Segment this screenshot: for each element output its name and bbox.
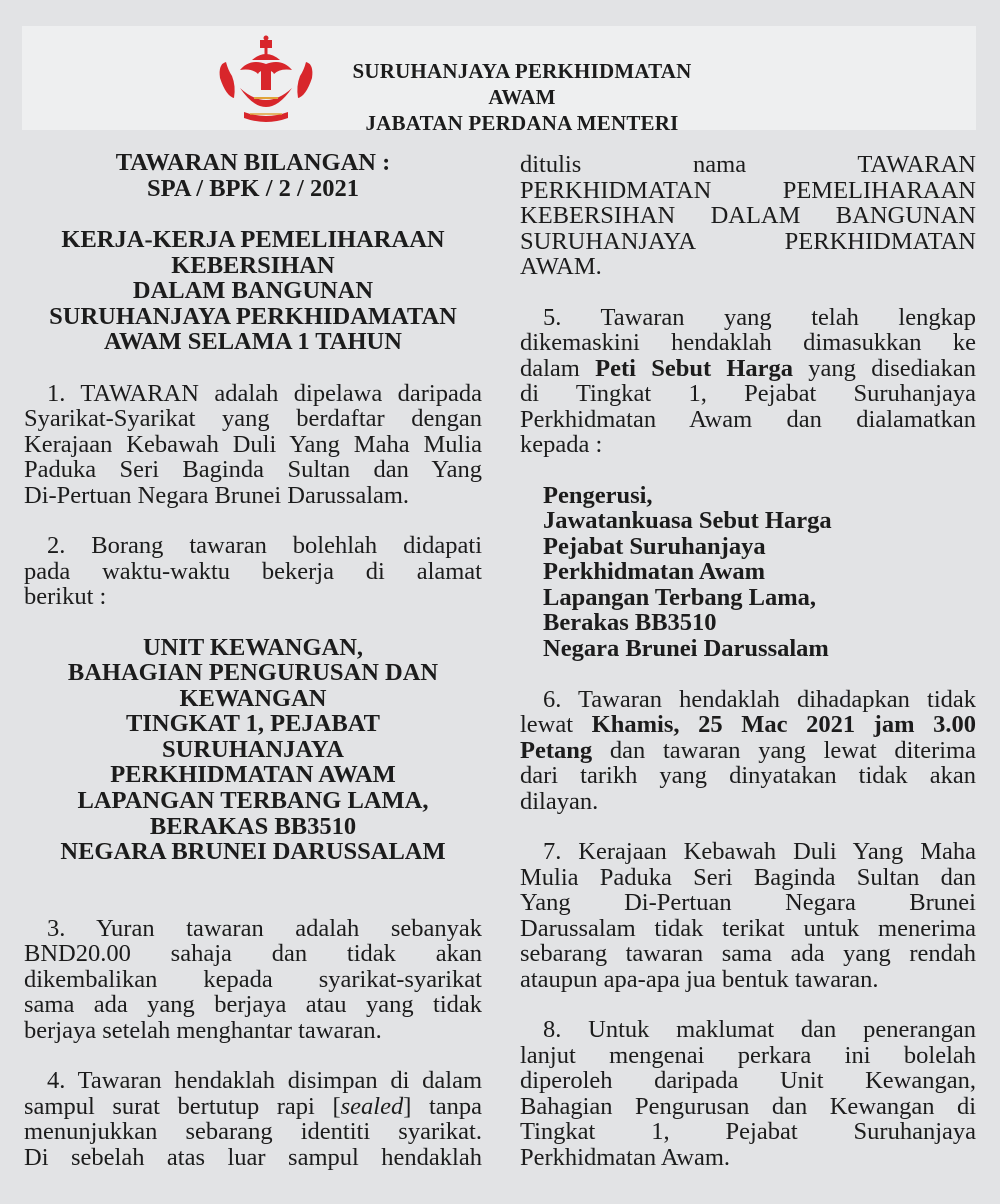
paragraph-line: dalam Peti Sebut Harga yang disediakan <box>520 354 976 382</box>
paragraph-line: 3. Yuran tawaran adalah sebanyak <box>47 914 482 942</box>
address-line: UNIT KEWANGAN, <box>142 633 364 661</box>
address-line: Berakas BB3510 <box>543 609 717 637</box>
tender-title-line: KERJA-KERJA PEMELIHARAAN <box>61 226 445 253</box>
office-address <box>24 635 482 865</box>
address-line: Pejabat Suruhanjaya <box>543 532 766 560</box>
paragraph-line: sama ada yang berjaya atau yang tidak <box>24 991 482 1019</box>
tender-title-line: KEBERSIHAN <box>171 251 335 279</box>
address-line: LAPANGAN TERBANG LAMA, <box>77 787 429 815</box>
paragraph-line: Perkhidmatan Awam. <box>520 1143 731 1171</box>
paragraph-5 <box>520 305 976 458</box>
paragraph-line: dilayan. <box>520 787 599 815</box>
paragraph-line: AWAM. <box>520 253 602 280</box>
paragraph-line: dari tarikh yang dinyatakan tidak akan <box>520 762 976 790</box>
paragraph-6 <box>520 687 976 815</box>
address-line: Lapangan Terbang Lama, <box>543 583 816 611</box>
org-line-1: SURUHANJAYA PERKHIDMATAN AWAM <box>352 59 692 109</box>
paragraph-line: Perkhidmatan Awam dan dialamatkan <box>520 405 976 433</box>
tender-box-name: Peti Sebut Harga <box>595 354 794 382</box>
deadline-time: Petang <box>520 736 593 764</box>
paragraph-line: 8. Untuk maklumat dan penerangan <box>543 1016 976 1044</box>
paragraph-line: Darussalam tidak terikat untuk menerima <box>520 914 976 942</box>
paragraph-line: lewat Khamis, 25 Mac 2021 jam 3.00 <box>520 711 976 739</box>
tender-number-value: SPA / BPK / 2 / 2021 <box>147 174 359 202</box>
paragraph-line: Kerajaan Kebawah Duli Yang Maha Mulia <box>24 430 482 458</box>
brunei-crest-icon <box>214 34 318 124</box>
paragraph-4 <box>24 1068 482 1170</box>
tender-title-line: DALAM BANGUNAN <box>132 277 374 304</box>
sealed-term: sealed <box>340 1092 404 1120</box>
paragraph-line: 4. Tawaran hendaklah disimpan di dalam <box>47 1067 482 1095</box>
tender-number <box>24 150 482 201</box>
paragraph-line: Mulia Paduka Seri Baginda Sultan dan <box>520 863 976 891</box>
address-line: KEWANGAN <box>179 684 327 712</box>
tender-number-label: TAWARAN BILANGAN : <box>115 149 391 176</box>
header-banner <box>22 26 976 135</box>
paragraph-line: ataupun apa-apa jua bentuk tawaran. <box>520 965 879 993</box>
address-line: Negara Brunei Darussalam <box>543 635 829 663</box>
paragraph-7 <box>520 839 976 992</box>
paragraph-line: lanjut mengenai perkara ini bolelah <box>520 1041 976 1069</box>
paragraph-line: Paduka Seri Baginda Sultan dan Yang <box>24 456 482 483</box>
paragraph-line: Syarikat-Syarikat yang berdaftar dengan <box>24 405 482 432</box>
paragraph-line: BND20.00 sahaja dan tidak akan <box>24 940 482 968</box>
paragraph-line: 7. Kerajaan Kebawah Duli Yang Maha <box>543 838 976 866</box>
paragraph-line: 6. Tawaran hendaklah dihadapkan tidak <box>543 685 976 713</box>
org-line-2: JABATAN PERDANA MENTERI <box>365 111 679 135</box>
address-line: SURUHANJAYA <box>162 735 344 763</box>
address-line: Jawatankuasa Sebut Harga <box>543 507 832 535</box>
tender-title-line: SURUHANJAYA PERKHIDAMATAN <box>49 302 457 330</box>
organization-name <box>322 58 722 136</box>
address-line: TINGKAT 1, PEJABAT <box>126 710 380 738</box>
recipient-address <box>520 483 976 662</box>
paragraph-line: Bahagian Pengurusan dan Kewangan di <box>520 1092 976 1120</box>
paragraph-4-continued <box>520 152 976 280</box>
paragraph-line: Petang dan tawaran yang lewat diterima <box>520 736 976 764</box>
paragraph-line: Tingkat 1, Pejabat Suruhanjaya <box>520 1118 976 1146</box>
deadline: Khamis, 25 Mac 2021 jam 3.00 <box>591 711 976 739</box>
paragraph-line: Di sebelah atas luar sampul hendaklah <box>24 1143 482 1171</box>
address-line: BERAKAS BB3510 <box>149 812 357 840</box>
paragraph-line: KEBERSIHAN DALAM BANGUNAN <box>520 202 976 229</box>
address-line: NEGARA BRUNEI DARUSSALAM <box>60 838 446 866</box>
paragraph-line: dikembalikan kepada syarikat-syarikat <box>24 965 482 993</box>
paragraph-line: 2. Borang tawaran bolehlah didapati <box>47 532 482 559</box>
paragraph-line: 5. Tawaran yang telah lengkap <box>543 303 976 331</box>
paragraph-3 <box>24 916 482 1044</box>
paragraph-line: dikemaskini hendaklah dimasukkan ke <box>520 329 976 356</box>
right-column <box>520 150 976 1170</box>
left-column <box>24 150 482 1170</box>
paragraph-line: berikut : <box>24 583 107 610</box>
paragraph-line: 1. TAWARAN adalah dipelawa daripada <box>47 379 482 407</box>
address-line: Pengerusi, <box>543 481 653 509</box>
paragraph-line: Yang Di-Pertuan Negara Brunei <box>520 889 976 917</box>
paragraph-line: menunjukkan sebarang identiti syarikat. <box>24 1118 482 1146</box>
paragraph-line: Di-Pertuan Negara Brunei Darussalam. <box>24 481 410 509</box>
address-line: Perkhidmatan Awam <box>543 558 766 586</box>
paragraph-8 <box>520 1017 976 1170</box>
paragraph-line: PERKHIDMATAN PEMELIHARAAN <box>520 176 976 204</box>
paragraph-line: kepada : <box>520 431 603 458</box>
paragraph-line: diperoleh daripada Unit Kewangan, <box>520 1067 976 1095</box>
tender-title-line: AWAM SELAMA 1 TAHUN <box>104 328 402 355</box>
paragraph-line: berjaya setelah menghantar tawaran. <box>24 1016 382 1044</box>
address-line: PERKHIDMATAN AWAM <box>110 761 396 789</box>
paragraph-line: sebarang tawaran sama ada yang rendah <box>520 940 976 968</box>
paragraph-line: ditulis nama TAWARAN <box>520 151 976 178</box>
paragraph-1 <box>24 381 482 509</box>
tender-title <box>24 227 482 355</box>
address-line: BAHAGIAN PENGURUSAN DAN <box>67 659 439 687</box>
paragraph-line: SURUHANJAYA PERKHIDMATAN <box>520 227 976 255</box>
paragraph-line: di Tingkat 1, Pejabat Suruhanjaya <box>520 380 976 407</box>
paragraph-2 <box>24 533 482 610</box>
paragraph-line: pada waktu-waktu bekerja di alamat <box>24 557 482 585</box>
paragraph-line: sampul surat bertutup rapi [sealed] tanpa <box>24 1092 482 1120</box>
